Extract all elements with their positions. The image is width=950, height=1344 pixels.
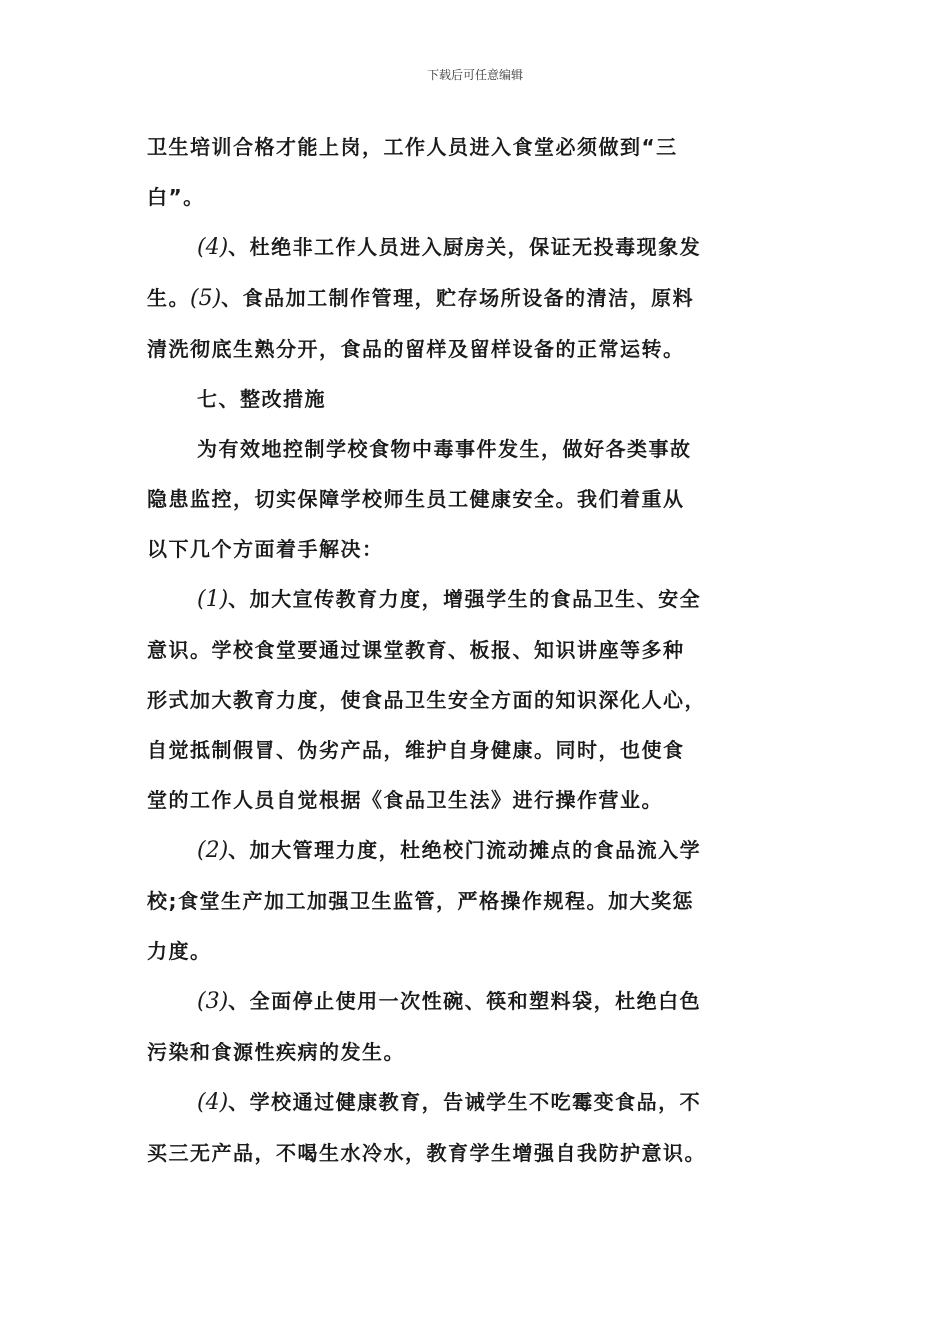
- text-line: 生。: [147, 286, 190, 310]
- text-line: 意识。学校食堂要通过课堂教育、板报、知识讲座等多种: [147, 638, 685, 662]
- paragraph-intro: [147, 424, 807, 574]
- text-line: 、全面停止使用一次性碗、筷和塑料袋，杜绝白色: [228, 989, 702, 1013]
- item-number: (1): [197, 587, 229, 612]
- text-line: 以下几个方面着手解决：: [147, 537, 384, 561]
- text-line: 形式加大教育力度，使食品卫生安全方面的知识深化人心，: [147, 688, 706, 712]
- text-line: 、加大管理力度，杜绝校门流动摊点的食品流入学: [228, 838, 702, 862]
- text-line: 、学校通过健康教育，告诫学生不吃霉变食品，不: [228, 1090, 702, 1114]
- item-number: (3): [197, 989, 229, 1014]
- text-line: 买三无产品，不喝生水冷水，教育学生增强自我防护意识。: [147, 1141, 706, 1165]
- text-line: 白”。: [147, 185, 205, 209]
- paragraph-measure-4: [147, 1077, 807, 1178]
- text-line: 隐患监控，切实保障学校师生员工健康安全。我们着重从: [147, 487, 685, 511]
- text-line: 力度。: [147, 939, 212, 963]
- document-body: [147, 122, 807, 1178]
- text-line: 、杜绝非工作人员进入厨房关，保证无投毒现象发: [228, 235, 702, 259]
- text-line: 、加大宣传教育力度，增强学生的食品卫生、安全: [228, 587, 702, 611]
- text-line: 污染和食源性疾病的发生。: [147, 1040, 405, 1064]
- text-line: 卫生培训合格才能上岗，工作人员进入食堂必须做到“三: [147, 135, 678, 159]
- item-number: (2): [197, 838, 229, 863]
- paragraph-sanbai: [147, 122, 807, 222]
- paragraph-items-4-5: [147, 222, 807, 374]
- item-number: (4): [197, 235, 229, 260]
- item-number: (5): [190, 286, 222, 311]
- text-line: 为有效地控制学校食物中毒事件发生，做好各类事故: [197, 437, 692, 461]
- section-heading: 七、整改措施: [197, 387, 326, 411]
- text-line: 堂的工作人员自觉根据《食品卫生法》进行操作营业。: [147, 788, 663, 812]
- text-line: 清洗彻底生熟分开，食品的留样及留样设备的正常运转。: [147, 337, 685, 361]
- text-line: 校;食堂生产加工加强卫生监管，严格操作规程。加大奖惩: [147, 889, 694, 913]
- text-line: 、食品加工制作管理，贮存场所设备的清洁，原料: [221, 286, 695, 310]
- paragraph-measure-1: [147, 574, 807, 825]
- paragraph-measure-2: [147, 825, 807, 976]
- paragraph-measure-3: [147, 976, 807, 1077]
- text-line: 自觉抵制假冒、伪劣产品，维护自身健康。同时，也使食: [147, 738, 685, 762]
- page-header: 下载后可任意编辑: [426, 68, 523, 82]
- item-number: (4): [197, 1090, 229, 1115]
